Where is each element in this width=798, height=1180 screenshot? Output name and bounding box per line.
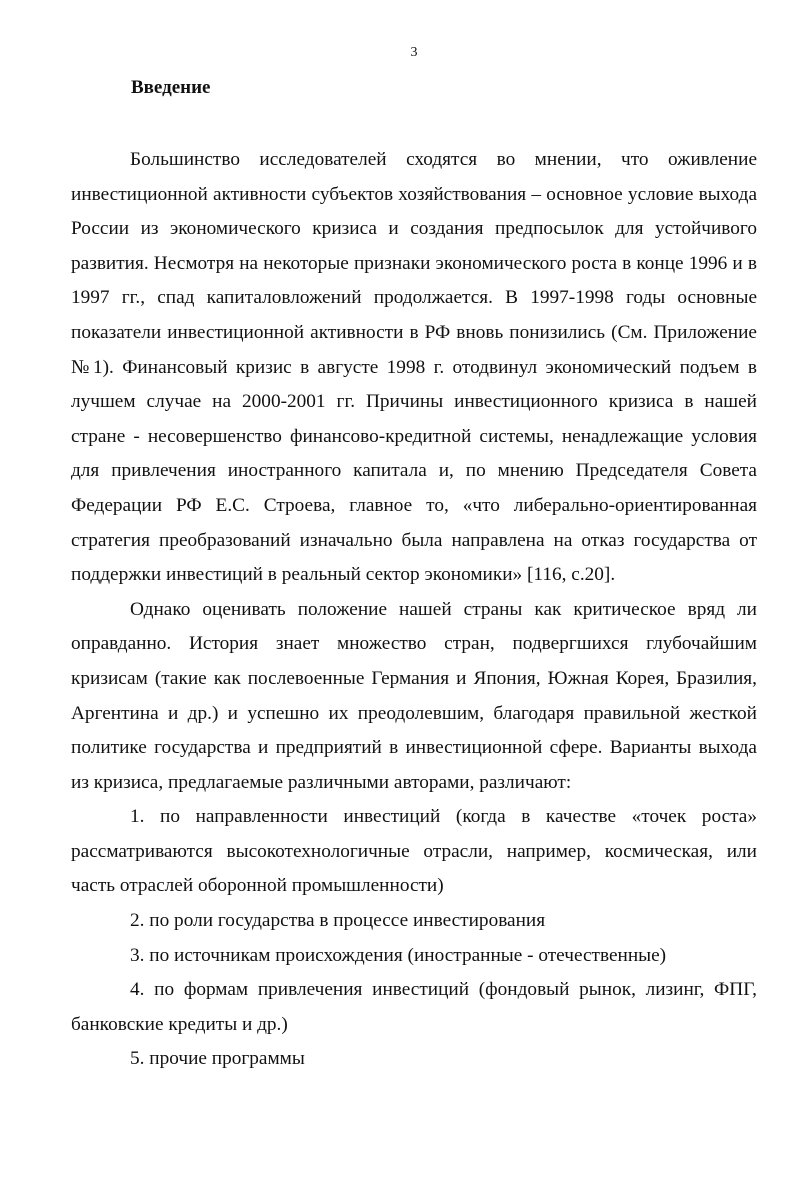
paragraph-options: Однако оценивать положение нашей страны как критическое вряд ли оправданно. История знает множество стран, подвергшихся глубочайшим кризисам (такие как послевоенные Германия и Япония, Южная Корея, Бразилия, Аргентина и др.) и успешно их преодолевшим, благодаря правильной жесткой политике государства и предприятий в инвестиционной сфере. Варианты выхода из кризиса, предлагаемые различными авторами, различают: (71, 598, 757, 793)
list-item-3: 3. по источникам происхождения (иностранные - отечественные) (130, 944, 667, 966)
list-item-1: 1. по направленности инвестиций (когда в качестве «точек роста» рассматриваются высокотехнологичные отрасли, например, космическая, или часть отраслей оборонной промышленности) (71, 806, 757, 897)
page-number: 3 (410, 45, 418, 60)
list-item-2: 2. по роли государства в процессе инвестирования (130, 910, 546, 932)
body-text (71, 143, 757, 1077)
list-item-5: 5. прочие программы (130, 1048, 305, 1070)
list-item-4: 4. по формам привлечения инвестиций (фондовый рынок, лизинг, ФПГ, банковские кредиты и др.) (71, 979, 757, 1035)
section-heading: Введение (131, 77, 211, 98)
paragraph-intro: Большинство исследователей сходятся во мнении, что оживление инвестиционной активности субъектов хозяйствования – основное условие выхода России из экономического кризиса и создания предпосылок для устойчивого развития. Несмотря на некоторые признаки экономического роста в конце 1996 и в 1997 гг., спад капиталовложений продолжается. В 1997-1998 годы основные показатели инвестиционной активности в РФ вновь понизились (См. Приложение №1). Финансовый кризис в августе 1998 г. отодвинул экономический подъем в лучшем случае на 2000-2001 гг. Причины инвестиционного кризиса в нашей стране - несовершенство финансово-кредитной системы, ненадлежащие условия для привлечения иностранного капитала и, по мнению Председателя Совета Федерации РФ Е.С. Строева, главное то, «что либерально-ориентированная стратегия преобразований изначально была направлена на отказ государства от поддержки инвестиций в реальный сектор экономики» [116, с.20]. (71, 149, 757, 586)
